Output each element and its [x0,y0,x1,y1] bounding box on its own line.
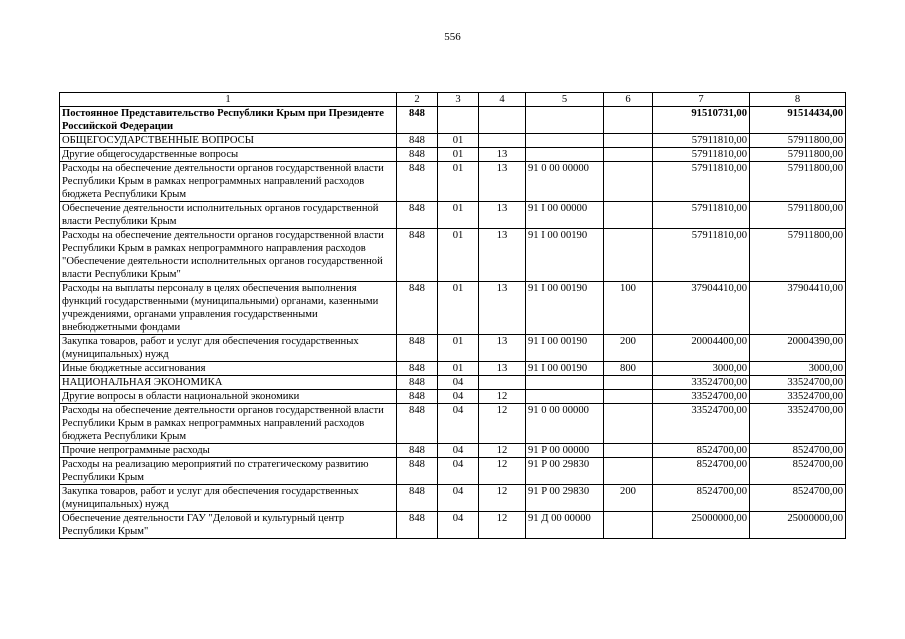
row-code-expense-type [604,202,653,229]
row-code-subsection [479,134,526,148]
row-name: Иные бюджетные ассигнования [60,362,397,376]
row-amount-year2: 37904410,00 [750,282,846,335]
row-code-admin: 848 [397,335,438,362]
row-code-target: 91 P 00 29830 [526,485,604,512]
table-row [60,404,846,444]
table-row [60,134,846,148]
row-code-admin: 848 [397,282,438,335]
column-number: 5 [526,93,604,107]
row-amount-year2: 33524700,00 [750,404,846,444]
row-name: Расходы на обеспечение деятельности органов государственной власти Республики Крым в рамках непрограммного направления расходов "Обеспечение деятельности исполнительных органов государственной власти Республики Крым" [60,229,397,282]
row-code-section: 01 [438,335,479,362]
row-name: Обеспечение деятельности ГАУ "Деловой и культурный центр Республики Крым" [60,512,397,539]
table-row [60,390,846,404]
row-amount-year1: 57911810,00 [653,134,750,148]
row-code-expense-type: 800 [604,362,653,376]
row-code-section [438,107,479,134]
row-code-target: 91 I 00 00190 [526,362,604,376]
row-code-expense-type [604,444,653,458]
row-code-admin: 848 [397,458,438,485]
row-code-section: 01 [438,362,479,376]
row-code-admin: 848 [397,107,438,134]
row-code-section: 04 [438,458,479,485]
row-code-subsection [479,376,526,390]
row-amount-year1: 91510731,00 [653,107,750,134]
row-code-admin: 848 [397,444,438,458]
table-row [60,202,846,229]
table-row [60,458,846,485]
row-code-expense-type [604,404,653,444]
row-code-subsection: 12 [479,404,526,444]
row-code-target: 91 Д 00 00000 [526,512,604,539]
row-amount-year1: 8524700,00 [653,444,750,458]
row-code-section: 04 [438,376,479,390]
row-code-subsection: 13 [479,229,526,282]
table-row [60,282,846,335]
row-code-section: 04 [438,512,479,539]
row-amount-year1: 37904410,00 [653,282,750,335]
row-code-target: 91 0 00 00000 [526,162,604,202]
budget-table [59,92,846,539]
table-row [60,376,846,390]
row-code-section: 01 [438,202,479,229]
row-code-target [526,134,604,148]
row-code-subsection: 12 [479,444,526,458]
row-code-expense-type [604,229,653,282]
row-code-section: 01 [438,282,479,335]
row-code-subsection: 12 [479,485,526,512]
row-amount-year2: 57911800,00 [750,162,846,202]
row-amount-year2: 8524700,00 [750,485,846,512]
row-amount-year1: 57911810,00 [653,229,750,282]
row-amount-year2: 20004390,00 [750,335,846,362]
row-code-admin: 848 [397,376,438,390]
row-code-expense-type: 200 [604,485,653,512]
row-name: Обеспечение деятельности исполнительных органов государственной власти Республики Крым [60,202,397,229]
row-code-target: 91 I 00 00190 [526,282,604,335]
row-code-expense-type [604,458,653,485]
row-code-subsection: 13 [479,202,526,229]
row-code-expense-type [604,162,653,202]
row-amount-year1: 33524700,00 [653,376,750,390]
row-name: Расходы на реализацию мероприятий по стратегическому развитию Республики Крым [60,458,397,485]
column-number: 7 [653,93,750,107]
row-code-target: 91 P 00 29830 [526,458,604,485]
row-code-subsection: 12 [479,390,526,404]
row-code-expense-type [604,134,653,148]
column-number: 3 [438,93,479,107]
row-code-target [526,376,604,390]
row-code-target [526,148,604,162]
table-row [60,148,846,162]
table-row [60,229,846,282]
row-code-section: 04 [438,390,479,404]
row-amount-year2: 8524700,00 [750,444,846,458]
row-amount-year1: 57911810,00 [653,148,750,162]
row-code-admin: 848 [397,162,438,202]
row-code-expense-type [604,390,653,404]
page-number: 556 [444,31,461,43]
row-code-target [526,390,604,404]
row-name: Расходы на обеспечение деятельности органов государственной власти Республики Крым в рамках непрограммных направлений расходов бюджета Республики Крым [60,162,397,202]
row-name: Другие вопросы в области национальной экономики [60,390,397,404]
row-amount-year2: 57911800,00 [750,202,846,229]
table-body [60,93,846,539]
row-code-subsection: 13 [479,162,526,202]
row-amount-year2: 33524700,00 [750,376,846,390]
row-code-admin: 848 [397,485,438,512]
row-amount-year1: 33524700,00 [653,404,750,444]
row-code-target: 91 I 00 00190 [526,229,604,282]
row-code-subsection: 12 [479,458,526,485]
row-code-target: 91 P 00 00000 [526,444,604,458]
row-code-expense-type [604,107,653,134]
row-name: Прочие непрограммные расходы [60,444,397,458]
row-code-section: 01 [438,229,479,282]
row-name: Закупка товаров, работ и услуг для обеспечения государственных (муниципальных) нужд [60,335,397,362]
row-code-admin: 848 [397,404,438,444]
row-amount-year1: 57911810,00 [653,202,750,229]
column-number: 2 [397,93,438,107]
row-amount-year2: 57911800,00 [750,148,846,162]
row-code-section: 04 [438,485,479,512]
row-code-section: 01 [438,134,479,148]
row-amount-year2: 57911800,00 [750,134,846,148]
row-amount-year2: 3000,00 [750,362,846,376]
row-code-admin: 848 [397,148,438,162]
row-amount-year2: 33524700,00 [750,390,846,404]
row-amount-year1: 33524700,00 [653,390,750,404]
row-code-section: 01 [438,148,479,162]
table-row [60,362,846,376]
row-amount-year1: 20004400,00 [653,335,750,362]
row-code-section: 01 [438,162,479,202]
row-name: Закупка товаров, работ и услуг для обеспечения государственных (муниципальных) нужд [60,485,397,512]
row-code-target: 91 0 00 00000 [526,404,604,444]
row-code-expense-type: 100 [604,282,653,335]
row-amount-year2: 25000000,00 [750,512,846,539]
column-number: 6 [604,93,653,107]
row-code-admin: 848 [397,362,438,376]
row-name: Другие общегосударственные вопросы [60,148,397,162]
row-code-expense-type: 200 [604,335,653,362]
row-code-subsection: 13 [479,335,526,362]
row-amount-year1: 57911810,00 [653,162,750,202]
table-row [60,162,846,202]
row-code-target [526,107,604,134]
row-name: Постоянное Представительство Республики Крым при Президенте Российской Федерации [60,107,397,134]
column-number: 8 [750,93,846,107]
row-code-target: 91 I 00 00190 [526,335,604,362]
table-row [60,485,846,512]
row-code-subsection: 12 [479,512,526,539]
table-row [60,512,846,539]
row-code-section: 04 [438,444,479,458]
row-amount-year1: 25000000,00 [653,512,750,539]
row-amount-year2: 57911800,00 [750,229,846,282]
row-code-subsection: 13 [479,362,526,376]
row-amount-year1: 8524700,00 [653,458,750,485]
row-code-admin: 848 [397,134,438,148]
column-number: 1 [60,93,397,107]
column-number-row [60,93,846,107]
row-code-expense-type [604,376,653,390]
row-amount-year2: 8524700,00 [750,458,846,485]
row-code-admin: 848 [397,390,438,404]
table-row [60,107,846,134]
row-code-subsection: 13 [479,148,526,162]
row-amount-year2: 91514434,00 [750,107,846,134]
row-code-section: 04 [438,404,479,444]
row-name: НАЦИОНАЛЬНАЯ ЭКОНОМИКА [60,376,397,390]
row-amount-year1: 3000,00 [653,362,750,376]
row-amount-year1: 8524700,00 [653,485,750,512]
row-code-target: 91 I 00 00000 [526,202,604,229]
table-row [60,444,846,458]
row-code-subsection: 13 [479,282,526,335]
row-code-expense-type [604,512,653,539]
row-name: Расходы на выплаты персоналу в целях обеспечения выполнения функций государственными (муниципальными) органами, казенными учреждениями, органами управления государственными внебюджетными фондами [60,282,397,335]
table-row [60,335,846,362]
row-code-admin: 848 [397,512,438,539]
row-code-admin: 848 [397,229,438,282]
row-code-admin: 848 [397,202,438,229]
row-code-expense-type [604,148,653,162]
row-code-subsection [479,107,526,134]
row-name: Расходы на обеспечение деятельности органов государственной власти Республики Крым в рамках непрограммных направлений расходов бюджета Республики Крым [60,404,397,444]
row-name: ОБЩЕГОСУДАРСТВЕННЫЕ ВОПРОСЫ [60,134,397,148]
column-number: 4 [479,93,526,107]
